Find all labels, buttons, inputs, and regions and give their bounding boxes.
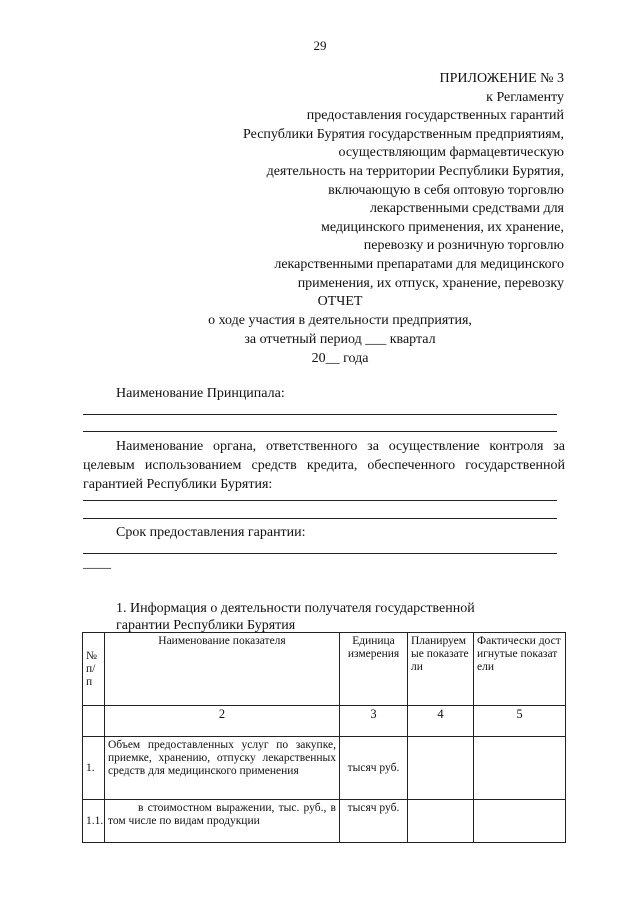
report-subtitle-2: за отчетный период ___ квартал <box>244 332 436 347</box>
control-organ-text-main: Наименование органа, ответственного за осуществление контроля за целевым использованием средств кредита, обеспеченного <box>83 439 565 473</box>
header-cell-planned: Планируемые показатели <box>408 633 474 706</box>
control-organ-blank-line <box>83 500 557 501</box>
appendix-line: применения, их отпуск, хранение, перевозку <box>297 275 564 291</box>
column-number-row <box>83 706 566 737</box>
row-unit-cell: тысяч руб. <box>340 737 408 800</box>
table-header-row <box>83 633 566 706</box>
guarantee-term-tail: ____ <box>83 556 111 571</box>
header-cell-name: Наименование показателя <box>105 633 340 706</box>
appendix-title: ПРИЛОЖЕНИЕ № 3 <box>439 71 564 86</box>
principal-blank-line <box>83 414 557 415</box>
header-cell-num: № п/п <box>83 633 105 706</box>
appendix-line: к Регламенту <box>486 89 564 105</box>
report-title-block <box>0 292 640 368</box>
control-organ-blank-line <box>83 518 557 519</box>
report-subtitle-1: о ходе участия в деятельности предприятия, <box>208 313 472 328</box>
appendix-line: деятельность на территории Республики Бурятия, <box>266 163 564 179</box>
section-heading <box>116 600 556 634</box>
section-heading-line-1: 1. Информация о деятельности получателя государственной <box>116 601 475 616</box>
row-num-cell: 1. <box>83 737 105 800</box>
section-heading-line-2: гарантии Республики Бурятия <box>116 618 296 633</box>
appendix-line: лекарственными средствами для <box>369 201 564 217</box>
guarantee-term-blank-line <box>83 553 557 554</box>
column-number-cell: 5 <box>474 706 566 737</box>
table-row <box>83 737 566 800</box>
appendix-block <box>144 70 564 293</box>
control-organ-text <box>83 437 565 494</box>
appendix-line: перевозку и розничную торговлю <box>363 238 564 254</box>
column-number-cell: 3 <box>340 706 408 737</box>
row-planned-cell <box>408 800 474 843</box>
header-cell-actual: Фактически достигнутые показатели <box>474 633 566 706</box>
appendix-line: включающую в себя оптовую торговлю <box>328 182 564 198</box>
appendix-line: предоставления государственных гарантий <box>306 108 564 124</box>
row-name-cell: Объем предоставленных услуг по закупке, приемке, хранению, отпуску лекарственных средств для медицинского применения <box>105 737 340 800</box>
table-row <box>83 800 566 843</box>
control-organ-text-last: государственной гарантией Республики Бурятия: <box>83 458 566 492</box>
row-actual-cell <box>474 737 566 800</box>
row-actual-cell <box>474 800 566 843</box>
principal-label: Наименование Принципала: <box>116 386 285 401</box>
appendix-line: осуществляющим фармацевтическую <box>338 145 564 161</box>
appendix-line: Республики Бурятия государственным предприятиям, <box>243 126 564 142</box>
column-number-cell: 2 <box>105 706 340 737</box>
report-subtitle-3: 20__ года <box>311 351 369 366</box>
principal-blank-line <box>83 431 557 432</box>
row-planned-cell <box>408 737 474 800</box>
appendix-line: лекарственными препаратами для медицинского <box>274 256 564 272</box>
info-table <box>82 632 566 843</box>
header-cell-unit: Единица измерения <box>340 633 408 706</box>
column-number-cell: 4 <box>408 706 474 737</box>
report-title: ОТЧЕТ <box>317 294 363 309</box>
row-unit-cell: тысяч руб. <box>340 800 408 843</box>
appendix-line: медицинского применения, их хранение, <box>321 219 564 235</box>
column-number-cell <box>83 706 105 737</box>
page-number: 29 <box>313 38 327 53</box>
row-num-cell: 1.1. <box>83 800 105 843</box>
row-name-cell: в стоимостном выражении, тыс. руб., в том числе по видам продукции <box>105 800 340 843</box>
guarantee-term-label: Срок предоставления гарантии: <box>116 525 306 540</box>
